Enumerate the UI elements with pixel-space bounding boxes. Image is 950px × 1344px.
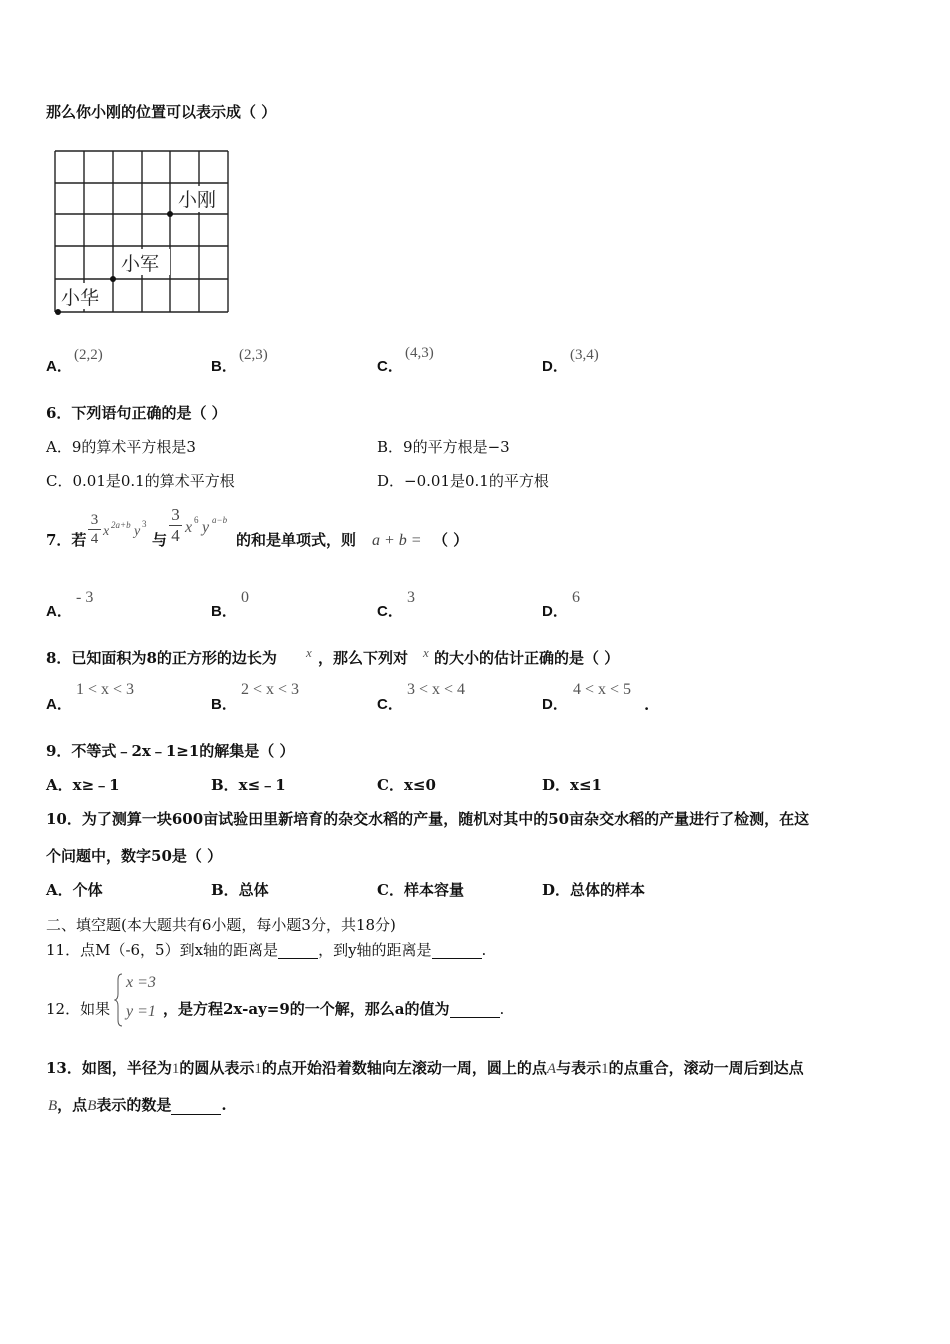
q13-point-b2: B (87, 1098, 97, 1114)
q5-option-a-label: A． (46, 358, 72, 375)
q13-part6: ，点 (57, 1096, 88, 1114)
q12-prefix: 12．如果 (46, 1000, 111, 1018)
q7-term2-denominator: 4 (171, 526, 180, 545)
q13-n3: 1 (601, 1061, 609, 1077)
q7-term2-x: x (185, 519, 193, 536)
grid-figure (50, 146, 235, 318)
q5-option-d-label: D． (542, 358, 568, 375)
point-xiaogang (167, 211, 173, 217)
q8-option-c-label: C． (377, 696, 403, 713)
q7-expr: a + b = (372, 532, 422, 549)
q5-option-d-value: (3,4) (570, 347, 599, 363)
q13-point-a: A (546, 1061, 557, 1077)
q11-line (46, 941, 486, 959)
q6-option-b: B．9的平方根是−3 (377, 438, 510, 456)
q9-option-d: D．x≤1 (542, 776, 602, 794)
q13-part5: 的点重合，滚动一周后到达点 (608, 1059, 804, 1077)
q7-option-c-label: C． (377, 603, 403, 620)
q12-part3: . (499, 1000, 505, 1018)
q5-option-b-label: B． (211, 358, 237, 375)
grid-label-xiaojun: 小军 (121, 253, 160, 275)
q8-part3: 的大小的估计正确的是（ ） (434, 649, 620, 667)
q13-n2: 1 (254, 1061, 262, 1077)
q7-term2-xexp: 6 (194, 515, 199, 525)
q7-suffix: 的和是单项式，则 (236, 531, 357, 549)
q7-option-a-label: A． (46, 603, 72, 620)
q6-option-c: C．0.01是0.1的算术平方根 (46, 472, 235, 490)
q12-eq1: x =3 (126, 974, 156, 991)
q9-option-b: B．x≤﹣1 (211, 776, 286, 794)
q13-part2: 的圆从表示 (179, 1059, 255, 1077)
q7-connector: 与 (152, 531, 168, 549)
grid-label-xiaogang: 小刚 (178, 189, 217, 211)
q7-option-b-label: B． (211, 603, 237, 620)
q10-option-b: B．总体 (211, 881, 269, 899)
q7-term2-y: y (202, 519, 210, 536)
q11-part2: ，到y轴的距离是 (318, 941, 432, 959)
q11-part3: . (481, 941, 487, 959)
q8-option-a-value: 1 < x < 3 (76, 681, 135, 698)
q6-option-a: A．9的算术平方根是3 (46, 438, 196, 456)
q12-line (163, 1000, 504, 1018)
q7-option-a-value: - 3 (76, 589, 94, 606)
q10-option-d: D．总体的样本 (542, 881, 646, 899)
q9-option-a: A．x≥﹣1 (46, 776, 120, 794)
q13-part7: 表示的数是 (96, 1096, 172, 1114)
q9-option-c: C．x≤0 (377, 776, 436, 794)
q13-line1 (46, 1059, 804, 1078)
q8-option-c-value: 3 < x < 4 (407, 681, 466, 698)
q8-option-d-value: 4 < x < 5 (573, 681, 632, 698)
q11-blank-1[interactable] (278, 944, 318, 959)
q13-part8: . (221, 1096, 227, 1114)
q7-option-b-value: 0 (241, 589, 249, 606)
q13-n1: 1 (171, 1061, 180, 1077)
q13-part1: 13．如图，半径为 (46, 1059, 172, 1077)
q7-term2-yexp: a−b (212, 515, 228, 525)
q8-option-b-label: B． (211, 696, 237, 713)
q12-eq2: y =1 (126, 1003, 156, 1020)
q8-var2: x (423, 645, 429, 660)
q13-point-b1: B (48, 1098, 58, 1114)
q7-option-d-value: 6 (572, 589, 580, 606)
q7-term1-numerator: 3 (90, 512, 99, 528)
q7-paren: （ ） (433, 531, 469, 549)
grid-label-xiaohua: 小华 (61, 287, 100, 309)
q8-option-d-label: D． (542, 696, 568, 713)
q7-prefix: 7．若 (46, 531, 87, 549)
q5-stem: 那么你小刚的位置可以表示成（ ） (46, 103, 277, 121)
q8-var1: x (306, 645, 312, 660)
q7-term1-yexp: 3 (142, 519, 147, 529)
q9-stem: 9．不等式﹣2x﹣1≥1的解集是（ ） (46, 742, 295, 760)
q5-option-c-value: (4,3) (405, 345, 434, 361)
q7-option-c-value: 3 (407, 589, 415, 606)
q10-option-c: C．样本容量 (377, 881, 464, 899)
q6-option-d: D．−0.01是0.1的平方根 (377, 472, 549, 490)
q8-option-a-label: A． (46, 696, 72, 713)
point-xiaohua (55, 309, 61, 315)
q13-part4: 与表示 (556, 1059, 602, 1077)
q7-term2-fraction (169, 506, 182, 545)
q8-part1: 8．已知面积为8的正方形的边长为 (46, 649, 277, 667)
q11-blank-2[interactable] (432, 944, 482, 959)
q13-part3: 的点开始沿着数轴向左滚动一周，圆上的点 (261, 1059, 547, 1077)
q5-option-a-value: (2,2) (74, 347, 103, 363)
q12-part2: ，是方程2x-ay=9的一个解，那么a的值为 (163, 1000, 450, 1018)
q12-brace (114, 972, 124, 1028)
q11-part1: 11．点M（-6，5）到x轴的距离是 (46, 941, 279, 959)
q8-tail: . (644, 696, 650, 714)
q12-blank[interactable] (450, 1003, 500, 1018)
q10-line1: 10．为了测算一块600亩试验田里新培育的杂交水稻的产量，随机对其中的50亩杂交水稻的产量进行了检测，在这 (46, 810, 810, 828)
q7-term2-numerator: 3 (171, 505, 180, 524)
q7-term1-x: x (103, 524, 110, 539)
q6-stem: 6．下列语句正确的是（ ） (46, 404, 227, 422)
section-2-heading: 二、填空题(本大题共有6小题，每小题3分，共18分) (46, 916, 396, 934)
q7-term1-xexp: 2a+b (111, 520, 131, 530)
q5-option-c-label: C． (377, 358, 403, 375)
q10-option-a: A．个体 (46, 881, 103, 899)
q7-term1-fraction (88, 512, 101, 547)
q8-option-b-value: 2 < x < 3 (241, 681, 300, 698)
q8-part2: ，那么下列对 (318, 649, 409, 667)
q7-term1-y: y (134, 524, 141, 539)
q13-line2 (48, 1096, 227, 1115)
q10-line2: 个问题中，数字50是（ ） (46, 847, 223, 865)
q7-term1-denominator: 4 (90, 531, 99, 547)
q5-option-b-value: (2,3) (239, 347, 268, 363)
q13-blank[interactable] (171, 1100, 221, 1115)
q7-option-d-label: D． (542, 603, 568, 620)
point-xiaojun (110, 276, 116, 282)
